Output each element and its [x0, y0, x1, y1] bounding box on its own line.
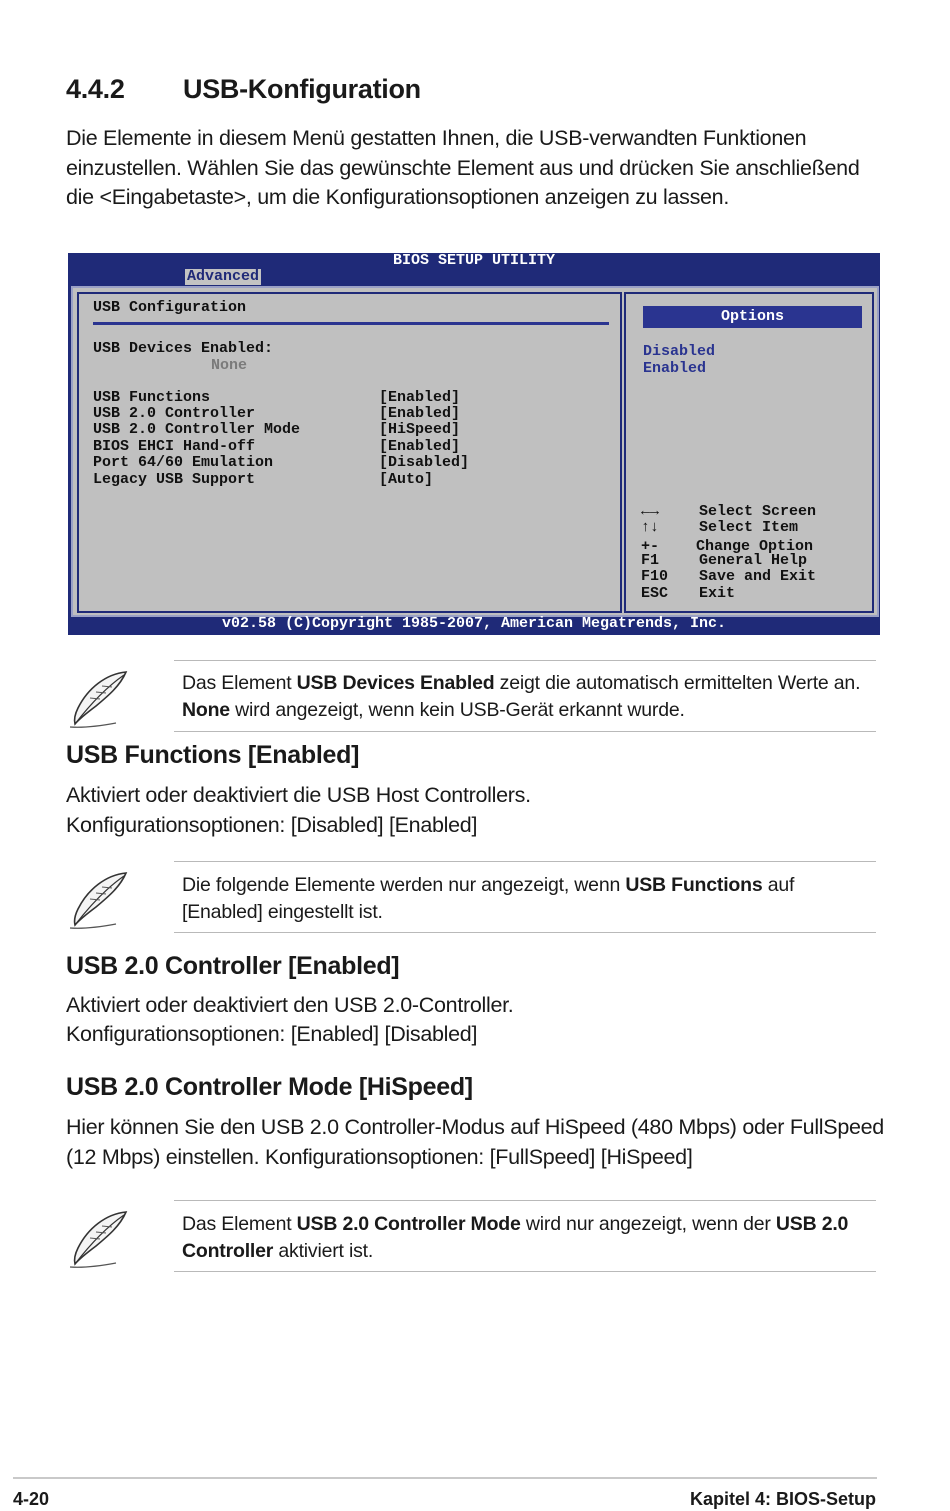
bios-title: BIOS SETUP UTILITY — [392, 253, 556, 269]
bios-title-divider — [93, 322, 609, 325]
note2-bold-term: USB Functions — [625, 874, 763, 896]
bios-key-plus-minus: +- — [641, 538, 660, 555]
note-divider-bottom — [174, 1271, 876, 1272]
note3-text-post: aktiviert ist. — [273, 1239, 374, 1262]
note3-bold-term-2: USB 2.0 Controller — [182, 1213, 849, 1262]
bios-tab-advanced[interactable]: Advanced — [187, 268, 260, 285]
bios-frame — [71, 286, 879, 617]
note1-text-pre: Das Element — [182, 672, 297, 694]
bios-item-legacy-usb-value[interactable]: [Auto] — [379, 471, 434, 488]
left-right-arrow-icon: ←→ — [641, 503, 660, 520]
bios-options-header: Options — [643, 306, 862, 328]
bios-devices-label: USB Devices Enabled: — [93, 340, 274, 357]
bios-key-f1: F1 — [641, 552, 660, 569]
bios-key-select-item: Select Item — [699, 519, 799, 536]
usb-functions-options: Konfigurationsoptionen: [Disabled] [Enabled] — [66, 813, 478, 837]
bios-item-legacy-usb-label[interactable]: Legacy USB Support — [93, 471, 256, 488]
bios-item-port-emulation-value[interactable]: [Disabled] — [379, 454, 470, 471]
usb-functions-description: Aktiviert oder deaktiviert die USB Host Controllers. — [66, 783, 531, 807]
section-title: USB-Konfiguration — [183, 74, 421, 104]
feather-pen-icon — [66, 1208, 132, 1270]
note-usb-devices-enabled — [182, 670, 872, 723]
bios-screenshot — [68, 253, 880, 635]
note1-bold-none: None — [182, 698, 230, 721]
bios-devices-value: None — [211, 357, 248, 374]
note2-text-pre: Die folgende Elemente werden nur angezeigt, wenn — [182, 874, 626, 896]
bios-help-panel — [624, 292, 874, 613]
bios-key-f10: F10 — [641, 568, 669, 585]
feather-pen-icon — [66, 668, 132, 730]
usb20-controller-options: Konfigurationsoptionen: [Enabled] [Disabled] — [66, 1022, 478, 1046]
page-number: 4-20 — [13, 1489, 50, 1509]
up-down-arrow-icon: ↑↓ — [641, 519, 660, 536]
note2-text-post: auf [Enabled] eingestellt ist. — [182, 874, 795, 923]
feather-pen-icon — [66, 869, 132, 931]
bios-item-usb20-controller-value[interactable]: [Enabled] — [379, 405, 461, 422]
bios-key-select-screen: Select Screen — [699, 503, 817, 520]
note3-text-mid: wird nur angezeigt, wenn der — [520, 1213, 776, 1235]
bios-item-port-emulation-label[interactable]: Port 64/60 Emulation — [93, 454, 274, 471]
bios-item-usb-functions-label[interactable]: USB Functions — [93, 389, 211, 406]
page-footer-divider — [13, 1477, 877, 1479]
intro-paragraph: Die Elemente in diesem Menü gestatten Ihnen, die USB-verwandten Funktionen einzustellen. Wählen Sie das gewünschte Element aus und drücken Sie anschließend die <Eingabetaste>, um die Konfigurationsoptionen anzeigen zu lassen. — [66, 126, 860, 209]
note3-text-pre: Das Element — [182, 1213, 297, 1235]
heading-usb20-controller: USB 2.0 Controller [Enabled] — [66, 952, 400, 980]
bios-panel-title: USB Configuration — [93, 299, 247, 316]
bios-key-change-option: Change Option — [696, 538, 814, 555]
usb20-mode-description: Hier können Sie den USB 2.0 Controller-Modus auf HiSpeed (480 Mbps) oder FullSpeed (12 Mbps) einstellen. Konfigurationsoptionen: [FullSpeed] [HiSpeed] — [66, 1115, 884, 1169]
note1-bold-term: USB Devices Enabled — [296, 672, 495, 694]
bios-option-enabled[interactable]: Enabled — [643, 360, 707, 377]
bios-copyright-footer: v02.58 (C)Copyright 1985-2007, American Megatrends, Inc. — [221, 615, 727, 632]
usb20-controller-description: Aktiviert oder deaktiviert den USB 2.0-Controller. — [66, 993, 514, 1017]
bios-key-general-help: General Help — [699, 552, 808, 569]
note3-bold-term: USB 2.0 Controller Mode — [296, 1213, 521, 1235]
note-usb20-controller-mode — [182, 1211, 872, 1264]
bios-item-ehci-handoff-label[interactable]: BIOS EHCI Hand-off — [93, 438, 256, 455]
note-divider-top — [174, 1200, 876, 1201]
note-divider-bottom — [174, 731, 876, 732]
note-divider-top — [174, 861, 876, 862]
section-number: 4.4.2 — [66, 74, 125, 104]
bios-item-usb20-controller-label[interactable]: USB 2.0 Controller — [93, 405, 256, 422]
bios-item-usb20-mode-value[interactable]: [HiSpeed] — [379, 421, 461, 438]
bios-item-usb20-mode-label[interactable]: USB 2.0 Controller Mode — [93, 421, 301, 438]
section-heading — [66, 74, 421, 105]
heading-usb-functions: USB Functions [Enabled] — [66, 741, 360, 769]
bios-key-esc: ESC — [641, 585, 669, 602]
bios-option-disabled[interactable]: Disabled — [643, 343, 716, 360]
bios-item-ehci-handoff-value[interactable]: [Enabled] — [379, 438, 461, 455]
bios-key-save-exit: Save and Exit — [699, 568, 817, 585]
note-divider-top — [174, 660, 876, 661]
heading-usb20-controller-mode: USB 2.0 Controller Mode [HiSpeed] — [66, 1073, 473, 1101]
note1-text-mid: zeigt die automatisch ermittelten Werte an. — [494, 672, 861, 694]
bios-main-panel — [77, 292, 622, 613]
note-divider-bottom — [174, 932, 876, 933]
note-usb-functions — [182, 872, 872, 925]
bios-item-usb-functions-value[interactable]: [Enabled] — [379, 389, 461, 406]
bios-key-exit: Exit — [699, 585, 736, 602]
chapter-title: Kapitel 4: BIOS-Setup — [689, 1489, 876, 1509]
note1-text-post: wird angezeigt, wenn kein USB-Gerät erkannt wurde. — [229, 698, 685, 721]
